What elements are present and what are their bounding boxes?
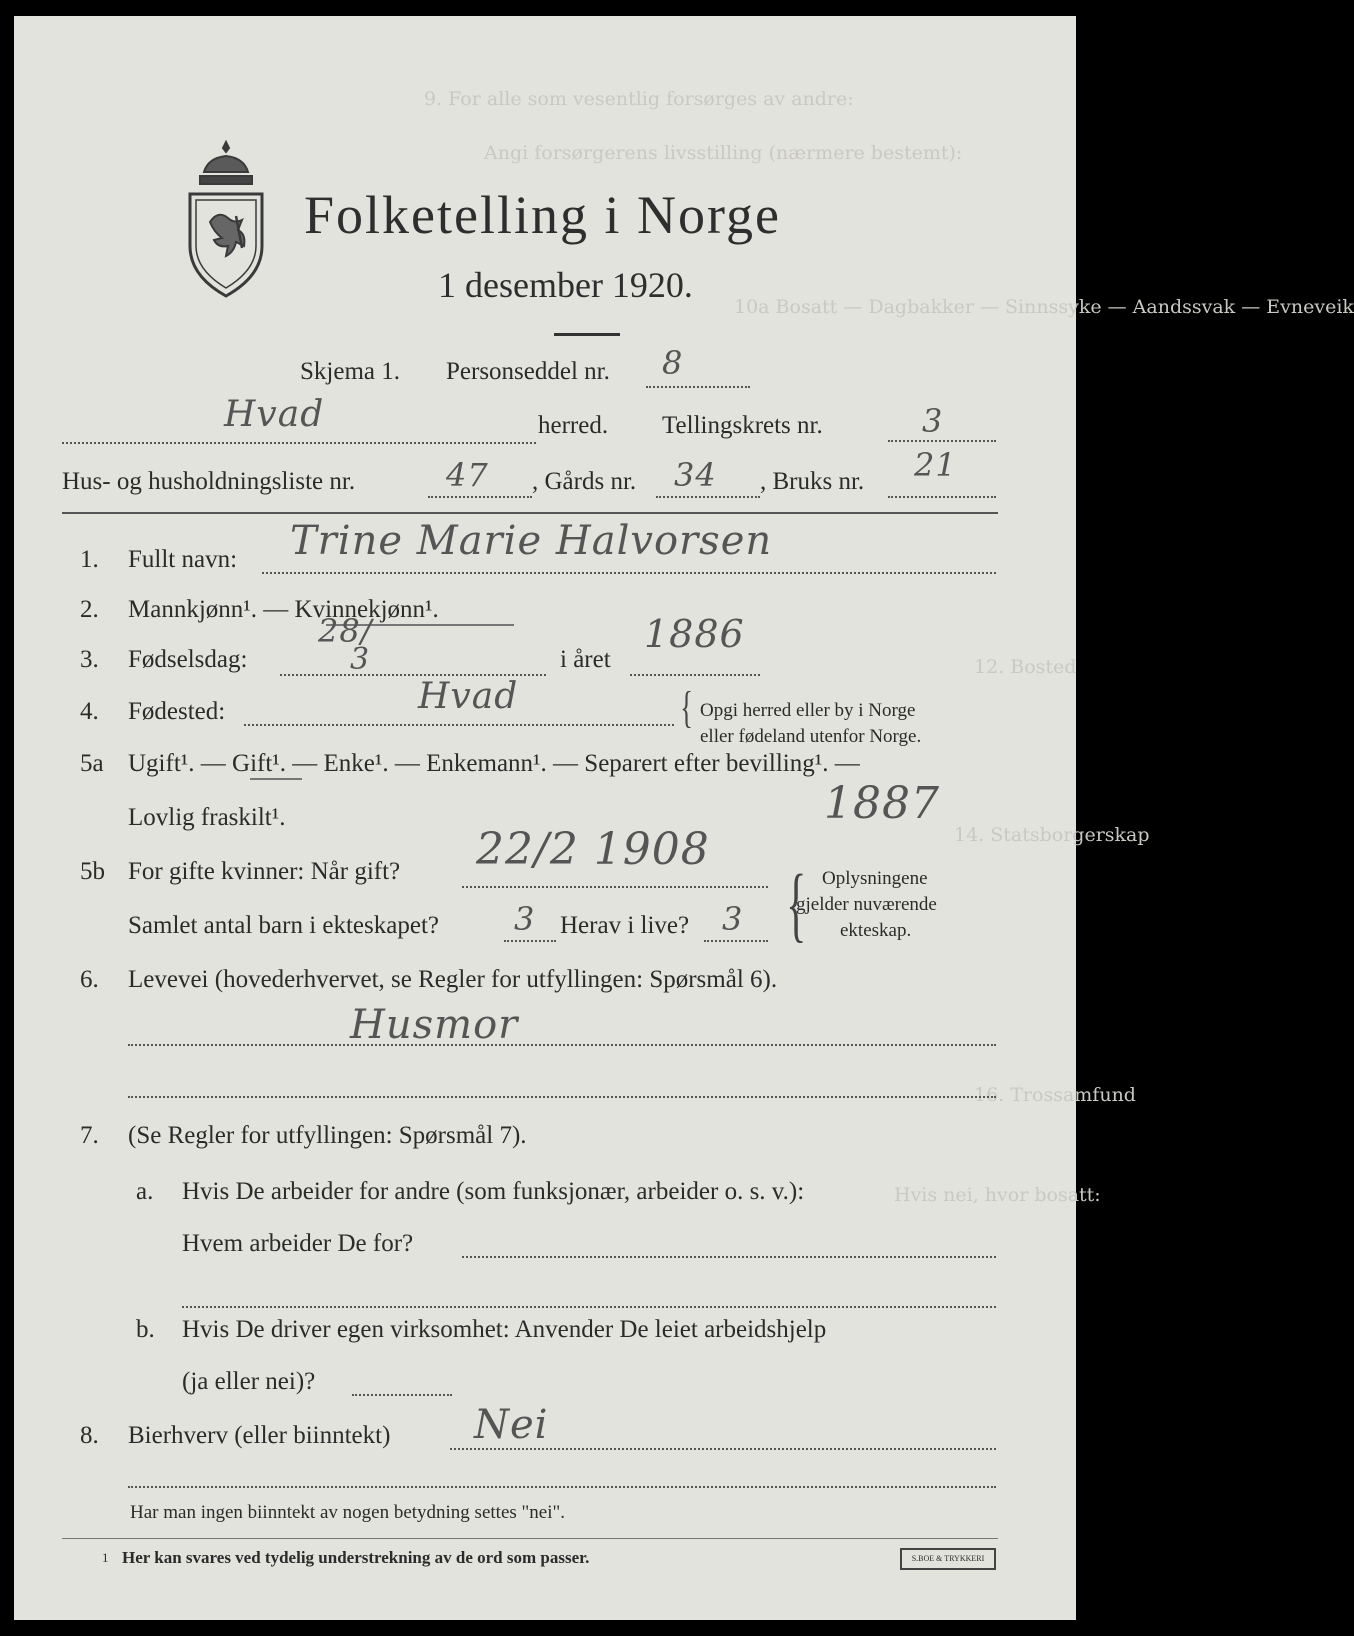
gards-line xyxy=(656,496,760,498)
bleed-through-text: 10a Bosatt — Dagbakker — Sinnssyke — Aandssvak — Evneveik xyxy=(734,296,1354,318)
personseddel-line xyxy=(646,386,750,388)
q7b-letter: b. xyxy=(136,1316,155,1343)
gards-label: , Gårds nr. xyxy=(532,468,637,495)
full-name-label: Fullt navn: xyxy=(128,546,238,573)
q7a-letter: a. xyxy=(136,1178,154,1205)
hired-help-line xyxy=(352,1394,452,1396)
bleed-through-text: 14. Statsborgerskap xyxy=(954,824,1150,846)
full-name-line xyxy=(262,572,996,574)
children-label: Samlet antal barn i ekteskapet? xyxy=(128,912,439,939)
birthplace-note-2: eller fødeland utenfor Norge. xyxy=(700,726,922,747)
brace: { xyxy=(680,683,693,732)
census-form-page xyxy=(14,16,1354,1620)
birthday-label: Fødselsdag: xyxy=(128,646,248,673)
brace: { xyxy=(786,858,807,951)
birth-year-line xyxy=(630,674,760,676)
tellingskrets-label: Tellingskrets nr. xyxy=(662,412,823,439)
herred-line xyxy=(62,442,536,444)
bleed-through-text: Angi forsørgerens livsstilling (nærmere bestemt): xyxy=(484,142,963,164)
side-income-line-2 xyxy=(128,1486,996,1488)
bleed-through-text: 16. Trossamfund xyxy=(974,1084,1136,1106)
bruks-label: , Bruks nr. xyxy=(760,468,865,495)
question-number: 7. xyxy=(80,1122,99,1149)
birthplace-line xyxy=(244,724,674,726)
birthday-day: 28/ xyxy=(318,612,373,650)
census-date: 1 desember 1920. xyxy=(438,265,693,305)
married-date-value: 22/2 1908 xyxy=(476,824,710,875)
marriage-note-2: gjelder nuværende xyxy=(796,894,937,915)
question-number: 1. xyxy=(80,546,99,573)
bruks-value: 21 xyxy=(914,446,957,484)
marital-status-options: Ugift¹. — Gift¹. — Enke¹. — Enkemann¹. — Separert efter bevilling¹. — xyxy=(128,750,860,777)
birth-year-label: i året xyxy=(560,646,611,673)
question-number: 4. xyxy=(80,698,99,725)
marriage-note-1: Oplysningene xyxy=(822,868,928,889)
children-line xyxy=(504,940,556,942)
occupation-line-2 xyxy=(128,1096,996,1098)
alive-line xyxy=(704,940,768,942)
skjema-label: Skjema 1. xyxy=(300,358,400,385)
printer-stamp: S.BOE & TRYKKERI xyxy=(900,1548,996,1570)
coat-of-arms-icon xyxy=(180,138,272,302)
children-value: 3 xyxy=(514,900,536,938)
section-divider xyxy=(62,512,998,514)
birthplace-note-1: Opgi herred eller by i Norge xyxy=(700,700,916,721)
alive-label: Herav i live? xyxy=(560,912,690,939)
occupation-value: Husmor xyxy=(350,1002,519,1048)
question-number: 8. xyxy=(80,1422,99,1449)
footnote-mark: 1 xyxy=(102,1550,109,1565)
footer-divider xyxy=(62,1538,998,1539)
hired-help-label: (ja eller nei)? xyxy=(182,1368,316,1395)
q7a-text: Hvis De arbeider for andre (som funksjonær, arbeider o. s. v.): xyxy=(182,1178,805,1205)
marriage-note-3: ekteskap. xyxy=(840,920,912,941)
marital-underline xyxy=(250,778,302,780)
question-number: 5a xyxy=(80,750,104,777)
herred-label: herred. xyxy=(538,412,609,439)
personseddel-value: 8 xyxy=(662,344,684,382)
title-divider xyxy=(554,333,620,336)
occupation-line-1 xyxy=(128,1044,996,1046)
birth-year-value: 1886 xyxy=(644,612,745,656)
side-income-line xyxy=(450,1448,996,1450)
marital-status-options-2: Lovlig fraskilt¹. xyxy=(128,804,286,831)
personseddel-label: Personseddel nr. xyxy=(446,358,610,385)
husholdningsliste-value: 47 xyxy=(446,456,489,494)
occupation-label: Levevei (hovederhvervet, se Regler for utfyllingen: Spørsmål 6). xyxy=(128,966,778,993)
birthplace-value: Hvad xyxy=(418,676,519,717)
employer-line xyxy=(462,1256,996,1258)
bruks-line xyxy=(888,496,996,498)
tellingskrets-line xyxy=(888,440,996,442)
question-number: 2. xyxy=(80,596,99,623)
employer-line-2 xyxy=(182,1306,996,1308)
form-title: Folketelling i Norge xyxy=(304,185,781,245)
q7-label: (Se Regler for utfyllingen: Spørsmål 7). xyxy=(128,1122,527,1149)
bleed-through-text: 9. For alle som vesentlig forsørges av andre: xyxy=(424,88,854,110)
employer-label: Hvem arbeider De for? xyxy=(182,1230,414,1257)
birthday-month: 3 xyxy=(350,642,371,677)
annotation-year: 1887 xyxy=(824,778,940,829)
footer-note: Har man ingen biinntekt av nogen betydning settes "nei". xyxy=(130,1502,565,1523)
bleed-through-text: 12. Bosted xyxy=(974,656,1077,678)
footnote-text: Her kan svares ved tydelig understrekning av de ord som passer. xyxy=(122,1548,590,1567)
herred-value: Hvad xyxy=(224,394,325,435)
tellingskrets-value: 3 xyxy=(922,402,944,440)
married-date-line xyxy=(462,886,768,888)
gards-value: 34 xyxy=(674,456,717,494)
question-number: 5b xyxy=(80,858,105,885)
side-income-value: Nei xyxy=(474,1402,549,1448)
husholdningsliste-label: Hus- og husholdningsliste nr. xyxy=(62,468,356,495)
husholdningsliste-line xyxy=(428,496,532,498)
gender-options: Mannkjønn¹. — Kvinnekjønn¹. xyxy=(128,596,439,623)
full-name-value: Trine Marie Halvorsen xyxy=(290,518,773,564)
q7b-text: Hvis De driver egen virksomhet: Anvender De leiet arbeidshjelp xyxy=(182,1316,827,1343)
side-income-label: Bierhverv (eller biinntekt) xyxy=(128,1422,391,1449)
question-number: 6. xyxy=(80,966,99,993)
married-date-label: For gifte kvinner: Når gift? xyxy=(128,858,401,885)
bleed-through-text: Hvis nei, hvor bosatt: xyxy=(894,1184,1101,1206)
alive-value: 3 xyxy=(722,900,744,938)
question-number: 3. xyxy=(80,646,99,673)
birthplace-label: Fødested: xyxy=(128,698,226,725)
